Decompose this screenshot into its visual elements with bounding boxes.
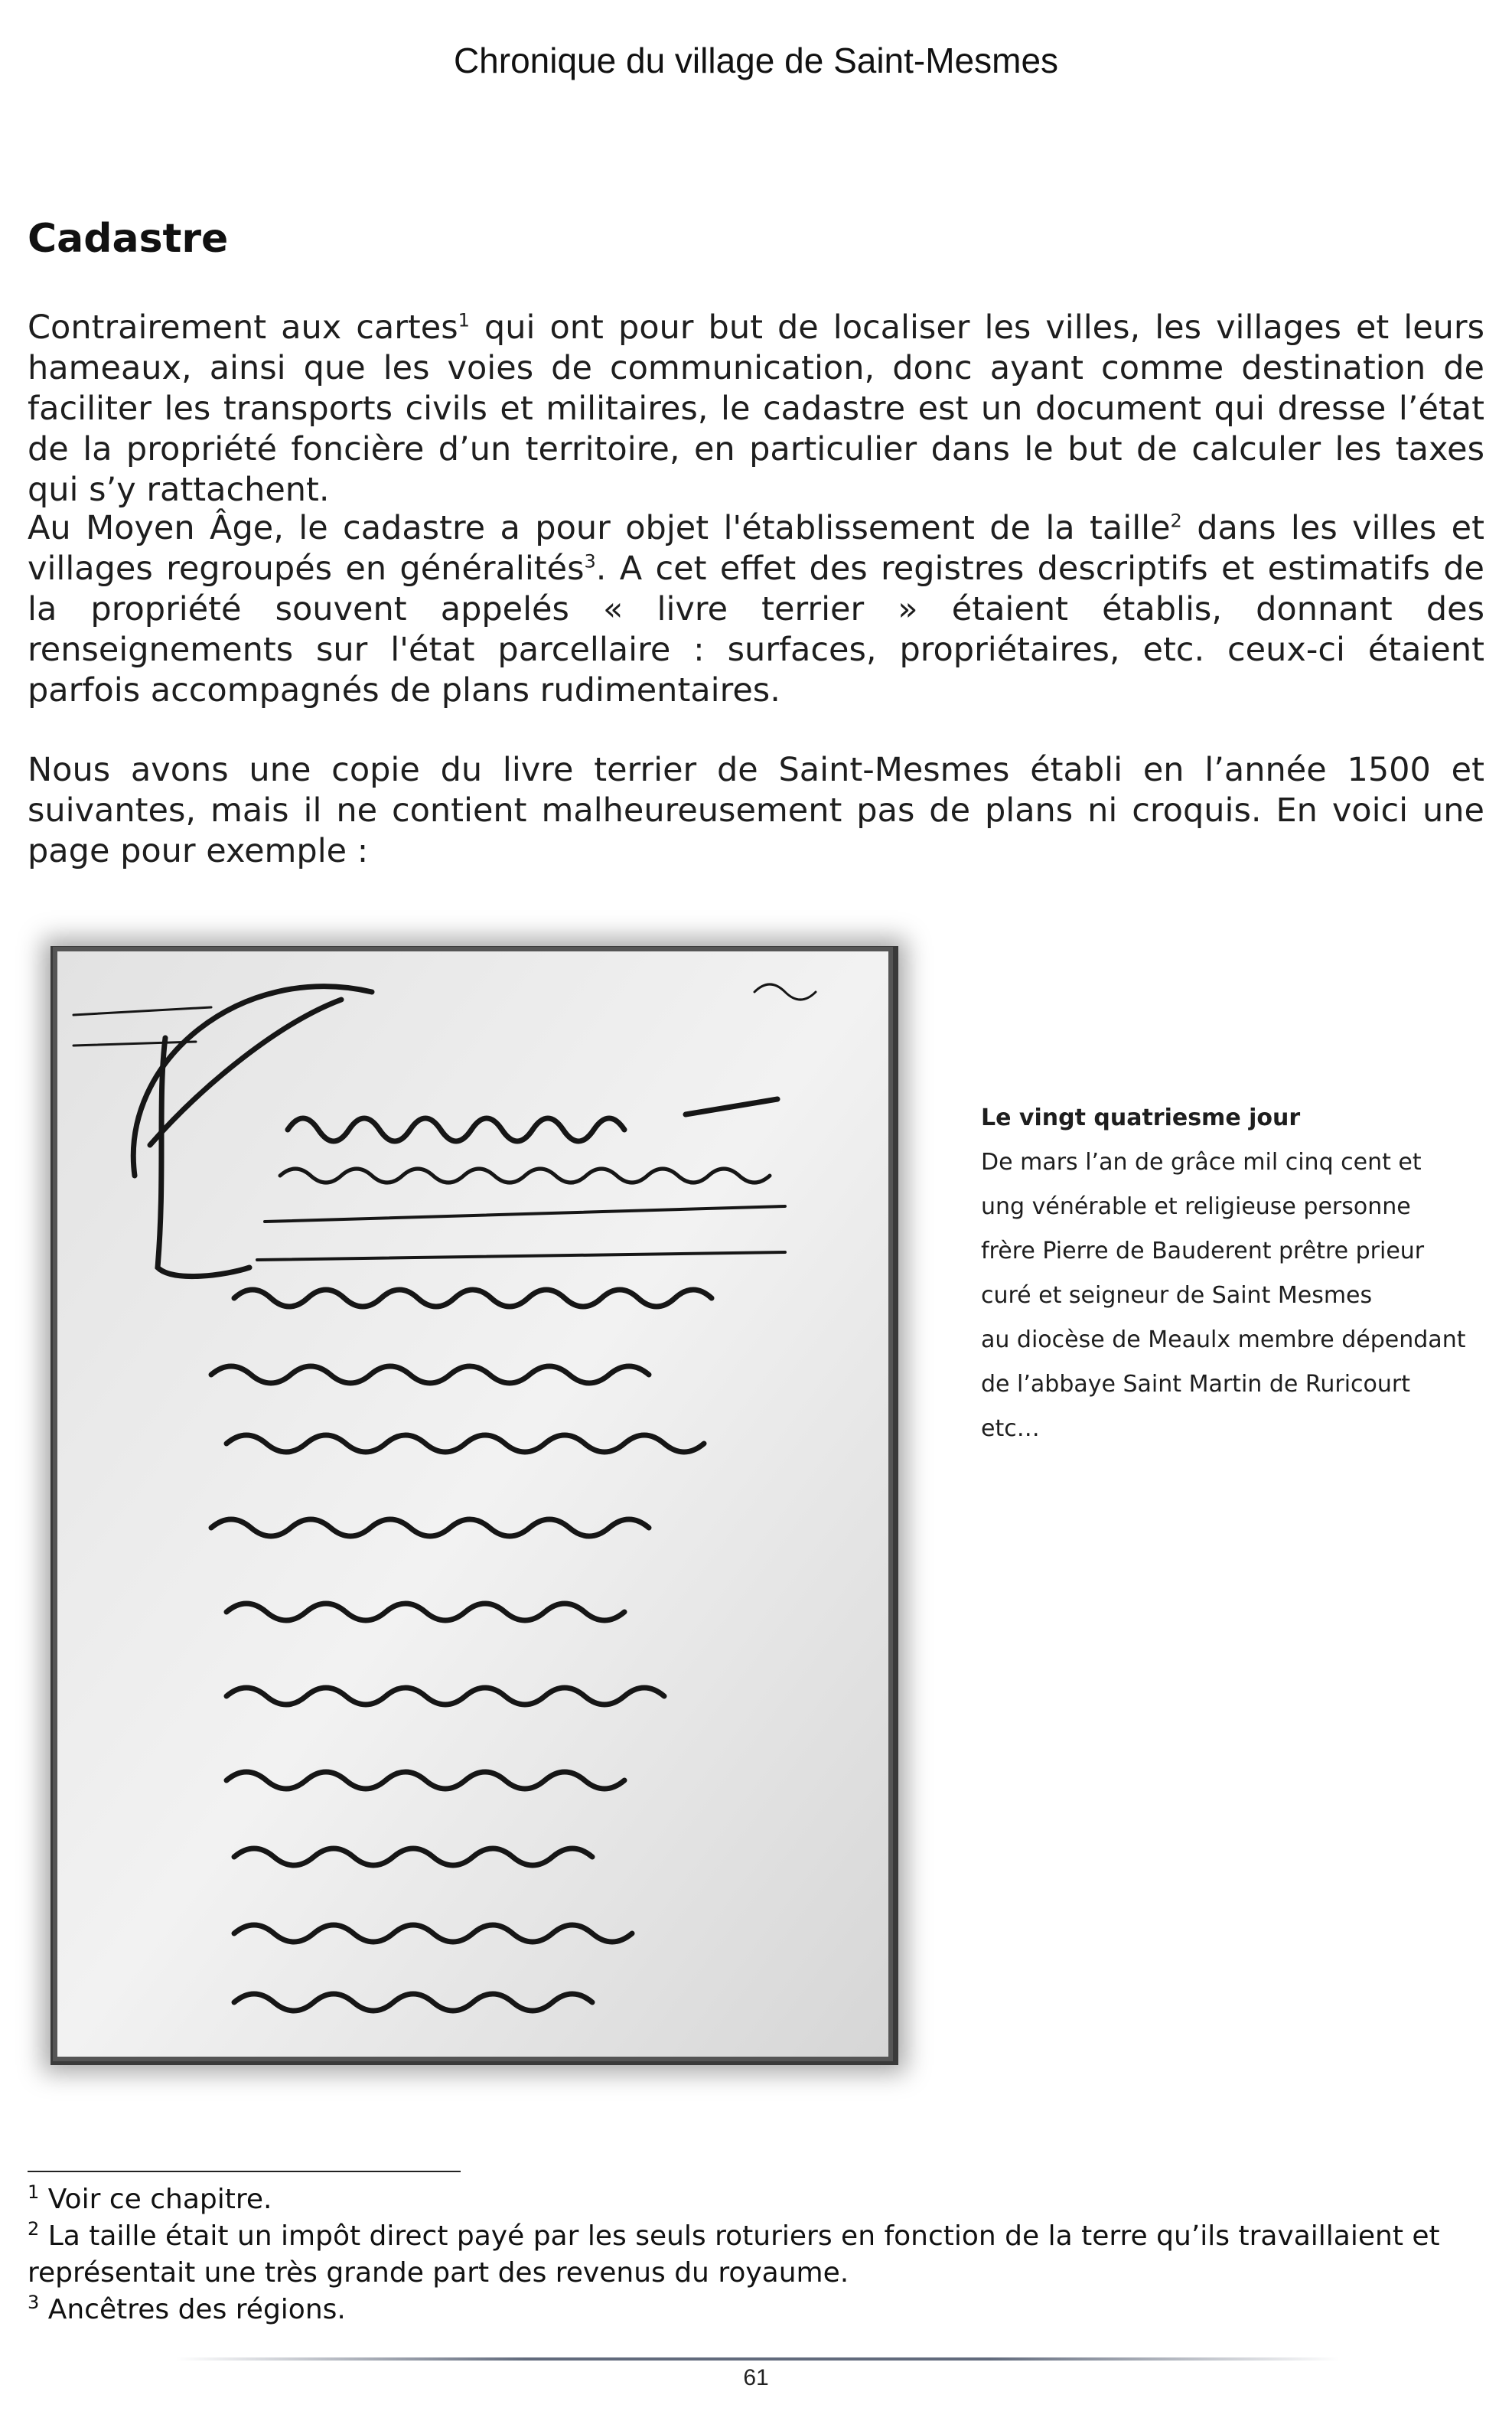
p1-text-b: qui ont pour but de localiser les villes, les villages et leurs hameaux, ainsi que les voies de communication, donc ayant comme destination de faciliter les transports civils et militaires, le cadastre est un document qui dresse l’état de la propriété foncière d’un territoire, en particulier dans le but de calculer les taxes qui s’y rattachent. [28, 308, 1485, 509]
transcription-title: Le vingt quatriesme jour [981, 1104, 1301, 1131]
transcription-line: de l’abbaye Saint Martin de Ruricourt [981, 1371, 1411, 1398]
transcription-line: ung vénérable et religieuse personne [981, 1193, 1411, 1220]
p2-text-a: Au Moyen Âge, le cadastre a pour objet l'établissement de la taille [28, 509, 1171, 547]
transcription-line: curé et seigneur de Saint Mesmes [981, 1282, 1373, 1309]
transcription [981, 1096, 1501, 1451]
footnote-number: 1 [28, 2181, 40, 2203]
section-title: Cadastre [28, 216, 229, 262]
footnote-text: La taille était un impôt direct payé par les seuls roturiers en fonction de la terre qu’ils travaillaient et représentait une très grande part des revenus du royaume. [28, 2220, 1440, 2289]
footnote-number: 3 [28, 2292, 40, 2313]
footnotes [28, 2181, 1484, 2328]
page-number: 61 [743, 2365, 769, 2390]
footnote-2 [28, 2218, 1484, 2292]
p1-text-a: Contrairement aux cartes [28, 308, 458, 347]
p2-text-c: . A cet effet des registres descriptifs et estimatifs de la propriété souvent appelés « livre terrier » étaient établis, donnant des renseignements sur l'état parcellaire : surfaces, propriétaires, etc. ceux-ci étaient parfois accompagnés de plans rudimentaires. [28, 550, 1484, 710]
footnote-separator [28, 2171, 461, 2172]
transcription-line: frère Pierre de Bauderent prêtre prieur [981, 1238, 1425, 1264]
running-header: Chronique du village de Saint-Mesmes [453, 41, 1059, 80]
transcription-line: au diocèse de Meaulx membre dépendant [981, 1326, 1466, 1353]
footnote-text: Voir ce chapitre. [39, 2184, 272, 2215]
paragraph-moyen-age [28, 508, 1484, 711]
footnote-3 [28, 2292, 1484, 2328]
transcription-line: De mars l’an de grâce mil cinq cent et [981, 1149, 1422, 1176]
paragraph-cartes [28, 308, 1484, 511]
transcription-line: etc… [981, 1415, 1040, 1442]
footnote-ref-3[interactable]: 3 [584, 550, 596, 573]
footnote-number: 2 [28, 2218, 40, 2240]
footnote-text: Ancêtres des régions. [39, 2294, 346, 2325]
footnote-ref-2[interactable]: 2 [1170, 510, 1182, 532]
footer-divider [176, 2357, 1339, 2361]
paragraph-livre-terrier: Nous avons une copie du livre terrier de Saint-Mesmes établi en l’année 1500 et suivantes, mais il ne contient malheureusement pas de plans ni croquis. En voici une page pour exemple : [28, 751, 1484, 870]
p2-text-b: dans les villes et villages regroupés en généralités [28, 509, 1484, 588]
footnote-1 [28, 2181, 1484, 2218]
footnote-ref-1[interactable]: 1 [458, 309, 470, 331]
manuscript-image [51, 946, 898, 2065]
manuscript-drawing [51, 946, 898, 2065]
